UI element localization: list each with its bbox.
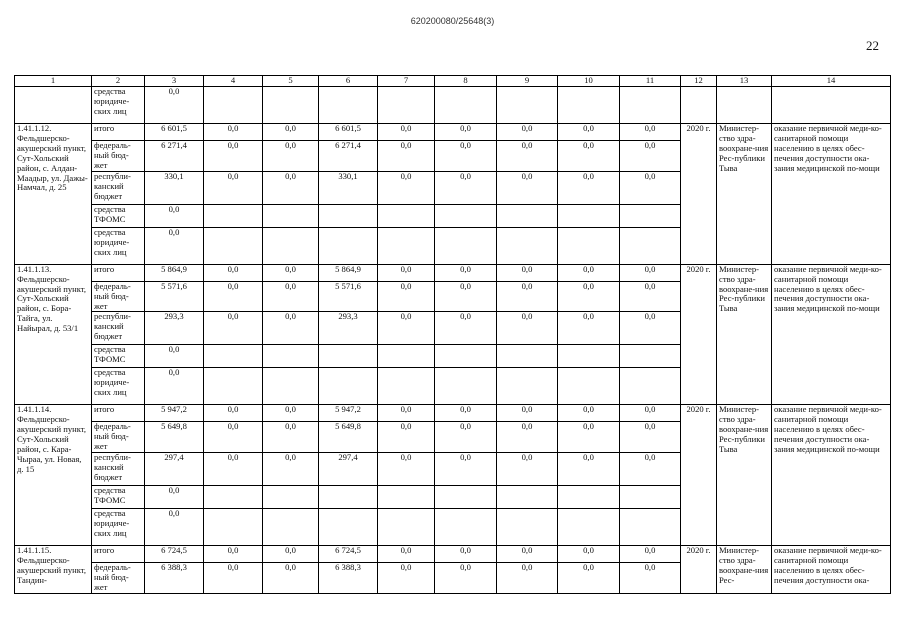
document-id: 620200080/25648(3) <box>410 16 495 26</box>
value-cell: 293,3 <box>319 312 378 345</box>
value-cell: 5 864,9 <box>145 264 204 281</box>
purpose-cell: оказание первичной меди-ко-санитарной помощи населению в целях обес-печения доступности ока-зания медицинской по-мощи <box>772 264 891 405</box>
value-cell: 0,0 <box>435 405 497 422</box>
value-cell: 0,0 <box>497 546 558 563</box>
value-cell: 330,1 <box>145 171 204 204</box>
cell <box>263 509 319 546</box>
value-cell: 0,0 <box>263 281 319 312</box>
cell <box>378 87 435 124</box>
cell <box>204 486 263 509</box>
cell <box>204 204 263 227</box>
purpose-cell: оказание первичной меди-ко-санитарной помощи населению в целях обес-печения доступности ока- <box>772 546 891 594</box>
value-cell: 0,0 <box>497 563 558 594</box>
cell <box>620 486 681 509</box>
value-cell: 0,0 <box>497 124 558 141</box>
cell <box>772 87 891 124</box>
value-cell: 297,4 <box>145 453 204 486</box>
value-cell: 0,0 <box>435 264 497 281</box>
value-cell: 0,0 <box>558 563 620 594</box>
column-number: 12 <box>681 76 717 87</box>
value-cell: 0,0 <box>378 563 435 594</box>
column-number: 9 <box>497 76 558 87</box>
value-cell: 0,0 <box>145 227 204 264</box>
value-cell: 0,0 <box>558 453 620 486</box>
value-cell: 0,0 <box>620 422 681 453</box>
value-cell: 0,0 <box>558 312 620 345</box>
cell <box>497 87 558 124</box>
funding-source-cell: средства ТФОМС <box>92 486 145 509</box>
value-cell: 0,0 <box>620 264 681 281</box>
funding-source-cell: федераль-ный бюд-жет <box>92 563 145 594</box>
value-cell: 297,4 <box>319 453 378 486</box>
value-cell: 5 864,9 <box>319 264 378 281</box>
value-cell: 5 571,6 <box>319 281 378 312</box>
value-cell: 0,0 <box>620 281 681 312</box>
table-row <box>15 546 891 563</box>
value-cell: 0,0 <box>435 546 497 563</box>
cell <box>319 87 378 124</box>
cell <box>620 345 681 368</box>
column-number: 5 <box>263 76 319 87</box>
cell <box>378 368 435 405</box>
value-cell: 0,0 <box>435 141 497 172</box>
value-cell: 0,0 <box>558 141 620 172</box>
cell <box>435 486 497 509</box>
value-cell: 0,0 <box>263 124 319 141</box>
value-cell: 0,0 <box>263 453 319 486</box>
value-cell: 6 601,5 <box>145 124 204 141</box>
cell <box>497 345 558 368</box>
cell <box>15 87 92 124</box>
value-cell: 0,0 <box>435 563 497 594</box>
value-cell: 0,0 <box>558 124 620 141</box>
value-cell: 0,0 <box>145 509 204 546</box>
cell <box>263 204 319 227</box>
object-name-cell: 1.41.1.15. Фельдшерско-акушерский пункт, Тандин- <box>15 546 92 594</box>
funding-source-cell: средства юридиче-ских лиц <box>92 368 145 405</box>
value-cell: 0,0 <box>263 546 319 563</box>
year-cell: 2020 г. <box>681 264 717 405</box>
cell <box>378 345 435 368</box>
cell <box>558 87 620 124</box>
value-cell: 0,0 <box>145 204 204 227</box>
value-cell: 0,0 <box>497 312 558 345</box>
cell <box>620 204 681 227</box>
table-row <box>15 124 891 141</box>
column-number: 6 <box>319 76 378 87</box>
value-cell: 0,0 <box>620 171 681 204</box>
funding-source-cell: республи-канский бюджет <box>92 453 145 486</box>
value-cell: 6 724,5 <box>319 546 378 563</box>
column-number: 13 <box>717 76 772 87</box>
value-cell: 0,0 <box>497 405 558 422</box>
cell <box>319 509 378 546</box>
value-cell: 0,0 <box>620 405 681 422</box>
funding-source-cell: федераль-ный бюд-жет <box>92 281 145 312</box>
cell <box>435 87 497 124</box>
object-name-cell: 1.41.1.14. Фельдшерско-акушерский пункт, Сут-Хольский район, с. Кара-Чыраа, ул. Новая, д. 15 <box>15 405 92 546</box>
value-cell: 0,0 <box>497 171 558 204</box>
cell <box>204 87 263 124</box>
value-cell: 0,0 <box>378 171 435 204</box>
cell <box>497 368 558 405</box>
column-number: 2 <box>92 76 145 87</box>
value-cell: 0,0 <box>435 171 497 204</box>
executor-cell: Министер-ство здра-воохране-ния Рес- <box>717 546 772 594</box>
executor-cell: Министер-ство здра-воохране-ния Рес-публики Тыва <box>717 124 772 265</box>
cell <box>717 87 772 124</box>
funding-source-cell: средства юридиче-ских лиц <box>92 227 145 264</box>
value-cell: 0,0 <box>263 141 319 172</box>
value-cell: 6 388,3 <box>319 563 378 594</box>
cell <box>558 368 620 405</box>
cell <box>319 486 378 509</box>
value-cell: 0,0 <box>435 281 497 312</box>
value-cell: 5 649,8 <box>145 422 204 453</box>
cell <box>620 509 681 546</box>
cell <box>620 227 681 264</box>
cell <box>558 204 620 227</box>
value-cell: 0,0 <box>378 124 435 141</box>
value-cell: 5 947,2 <box>145 405 204 422</box>
executor-cell: Министер-ство здра-воохране-ния Рес-публики Тыва <box>717 405 772 546</box>
budget-table <box>14 75 891 594</box>
cell <box>558 345 620 368</box>
cell <box>497 227 558 264</box>
table-row <box>15 264 891 281</box>
value-cell: 0,0 <box>263 312 319 345</box>
cell <box>620 368 681 405</box>
value-cell: 0,0 <box>497 264 558 281</box>
funding-source-cell: средства юридиче-ских лиц <box>92 87 145 124</box>
value-cell: 6 388,3 <box>145 563 204 594</box>
funding-source-cell: средства юридиче-ских лиц <box>92 509 145 546</box>
cell <box>263 87 319 124</box>
cell <box>319 345 378 368</box>
cell <box>558 227 620 264</box>
cell <box>497 509 558 546</box>
value-cell: 0,0 <box>263 171 319 204</box>
year-cell: 2020 г. <box>681 124 717 265</box>
cell <box>319 368 378 405</box>
value-cell: 0,0 <box>204 312 263 345</box>
value-cell: 0,0 <box>204 171 263 204</box>
cell <box>681 87 717 124</box>
value-cell: 0,0 <box>204 546 263 563</box>
cell <box>204 345 263 368</box>
column-number: 7 <box>378 76 435 87</box>
funding-source-cell: средства ТФОМС <box>92 345 145 368</box>
column-number-row <box>15 76 891 87</box>
value-cell: 0,0 <box>497 422 558 453</box>
value-cell: 0,0 <box>204 141 263 172</box>
value-cell: 6 271,4 <box>319 141 378 172</box>
column-number: 8 <box>435 76 497 87</box>
value-cell: 0,0 <box>263 264 319 281</box>
cell <box>263 227 319 264</box>
funding-source-cell: республи-канский бюджет <box>92 312 145 345</box>
purpose-cell: оказание первичной меди-ко-санитарной помощи населению в целях обес-печения доступности ока-зания медицинской по-мощи <box>772 405 891 546</box>
value-cell: 0,0 <box>497 281 558 312</box>
value-cell: 0,0 <box>145 486 204 509</box>
cell <box>204 368 263 405</box>
cell <box>319 204 378 227</box>
table-row <box>15 87 891 124</box>
value-cell: 0,0 <box>378 264 435 281</box>
value-cell: 0,0 <box>378 546 435 563</box>
value-cell: 330,1 <box>319 171 378 204</box>
value-cell: 0,0 <box>378 405 435 422</box>
value-cell: 6 271,4 <box>145 141 204 172</box>
value-cell: 0,0 <box>435 312 497 345</box>
value-cell: 0,0 <box>263 422 319 453</box>
value-cell: 0,0 <box>558 264 620 281</box>
cell <box>263 345 319 368</box>
cell <box>435 204 497 227</box>
cell <box>263 486 319 509</box>
cell <box>497 486 558 509</box>
value-cell: 0,0 <box>558 405 620 422</box>
value-cell: 0,0 <box>620 453 681 486</box>
column-number: 14 <box>772 76 891 87</box>
value-cell: 0,0 <box>620 124 681 141</box>
value-cell: 0,0 <box>378 312 435 345</box>
funding-source-cell: итого <box>92 405 145 422</box>
cell <box>378 204 435 227</box>
year-cell: 2020 г. <box>681 546 717 594</box>
cell <box>435 227 497 264</box>
column-number: 3 <box>145 76 204 87</box>
cell <box>558 486 620 509</box>
cell <box>435 368 497 405</box>
value-cell: 0,0 <box>378 141 435 172</box>
value-cell: 0,0 <box>145 345 204 368</box>
value-cell: 0,0 <box>204 405 263 422</box>
object-name-cell: 1.41.1.12. Фельдшерско-акушерский пункт, Сут-Хольский район, с. Алдан-Маадыр, ул. Дажы-Намчал, д. 25 <box>15 124 92 265</box>
cell <box>204 227 263 264</box>
cell <box>435 345 497 368</box>
column-number: 1 <box>15 76 92 87</box>
cell <box>378 227 435 264</box>
executor-cell: Министер-ство здра-воохране-ния Рес-публики Тыва <box>717 264 772 405</box>
funding-source-cell: итого <box>92 124 145 141</box>
column-number: 4 <box>204 76 263 87</box>
year-cell: 2020 г. <box>681 405 717 546</box>
value-cell: 0,0 <box>204 422 263 453</box>
value-cell: 0,0 <box>497 141 558 172</box>
funding-source-cell: итого <box>92 546 145 563</box>
funding-source-cell: республи-канский бюджет <box>92 171 145 204</box>
funding-source-cell: средства ТФОМС <box>92 204 145 227</box>
funding-source-cell: федераль-ный бюд-жет <box>92 422 145 453</box>
cell <box>620 87 681 124</box>
value-cell: 0,0 <box>204 563 263 594</box>
column-number: 10 <box>558 76 620 87</box>
value-cell: 0,0 <box>263 405 319 422</box>
value-cell: 0,0 <box>378 281 435 312</box>
value-cell: 0,0 <box>145 87 204 124</box>
value-cell: 0,0 <box>620 141 681 172</box>
value-cell: 0,0 <box>263 563 319 594</box>
value-cell: 0,0 <box>558 171 620 204</box>
cell <box>378 509 435 546</box>
value-cell: 0,0 <box>378 453 435 486</box>
cell <box>204 509 263 546</box>
table-row <box>15 405 891 422</box>
value-cell: 5 947,2 <box>319 405 378 422</box>
value-cell: 0,0 <box>435 124 497 141</box>
value-cell: 5 649,8 <box>319 422 378 453</box>
value-cell: 6 601,5 <box>319 124 378 141</box>
cell <box>435 509 497 546</box>
value-cell: 5 571,6 <box>145 281 204 312</box>
value-cell: 0,0 <box>145 368 204 405</box>
value-cell: 0,0 <box>620 563 681 594</box>
page-number: 22 <box>866 38 879 53</box>
value-cell: 0,0 <box>558 281 620 312</box>
value-cell: 0,0 <box>204 124 263 141</box>
cell <box>558 509 620 546</box>
cell <box>497 204 558 227</box>
value-cell: 293,3 <box>145 312 204 345</box>
value-cell: 0,0 <box>558 546 620 563</box>
value-cell: 0,0 <box>204 264 263 281</box>
cell <box>378 486 435 509</box>
value-cell: 0,0 <box>620 312 681 345</box>
value-cell: 0,0 <box>558 422 620 453</box>
value-cell: 0,0 <box>497 453 558 486</box>
purpose-cell: оказание первичной меди-ко-санитарной помощи населению в целях обес-печения доступности ока-зания медицинской по-мощи <box>772 124 891 265</box>
value-cell: 6 724,5 <box>145 546 204 563</box>
value-cell: 0,0 <box>435 422 497 453</box>
funding-source-cell: итого <box>92 264 145 281</box>
funding-source-cell: федераль-ный бюд-жет <box>92 141 145 172</box>
value-cell: 0,0 <box>204 453 263 486</box>
cell <box>263 368 319 405</box>
object-name-cell: 1.41.1.13. Фельдшерско-акушерский пункт, Сут-Хольский район, с. Бора-Тайга, ул. Найырал, д. 53/1 <box>15 264 92 405</box>
value-cell: 0,0 <box>620 546 681 563</box>
value-cell: 0,0 <box>435 453 497 486</box>
value-cell: 0,0 <box>378 422 435 453</box>
cell <box>319 227 378 264</box>
value-cell: 0,0 <box>204 281 263 312</box>
column-number: 11 <box>620 76 681 87</box>
